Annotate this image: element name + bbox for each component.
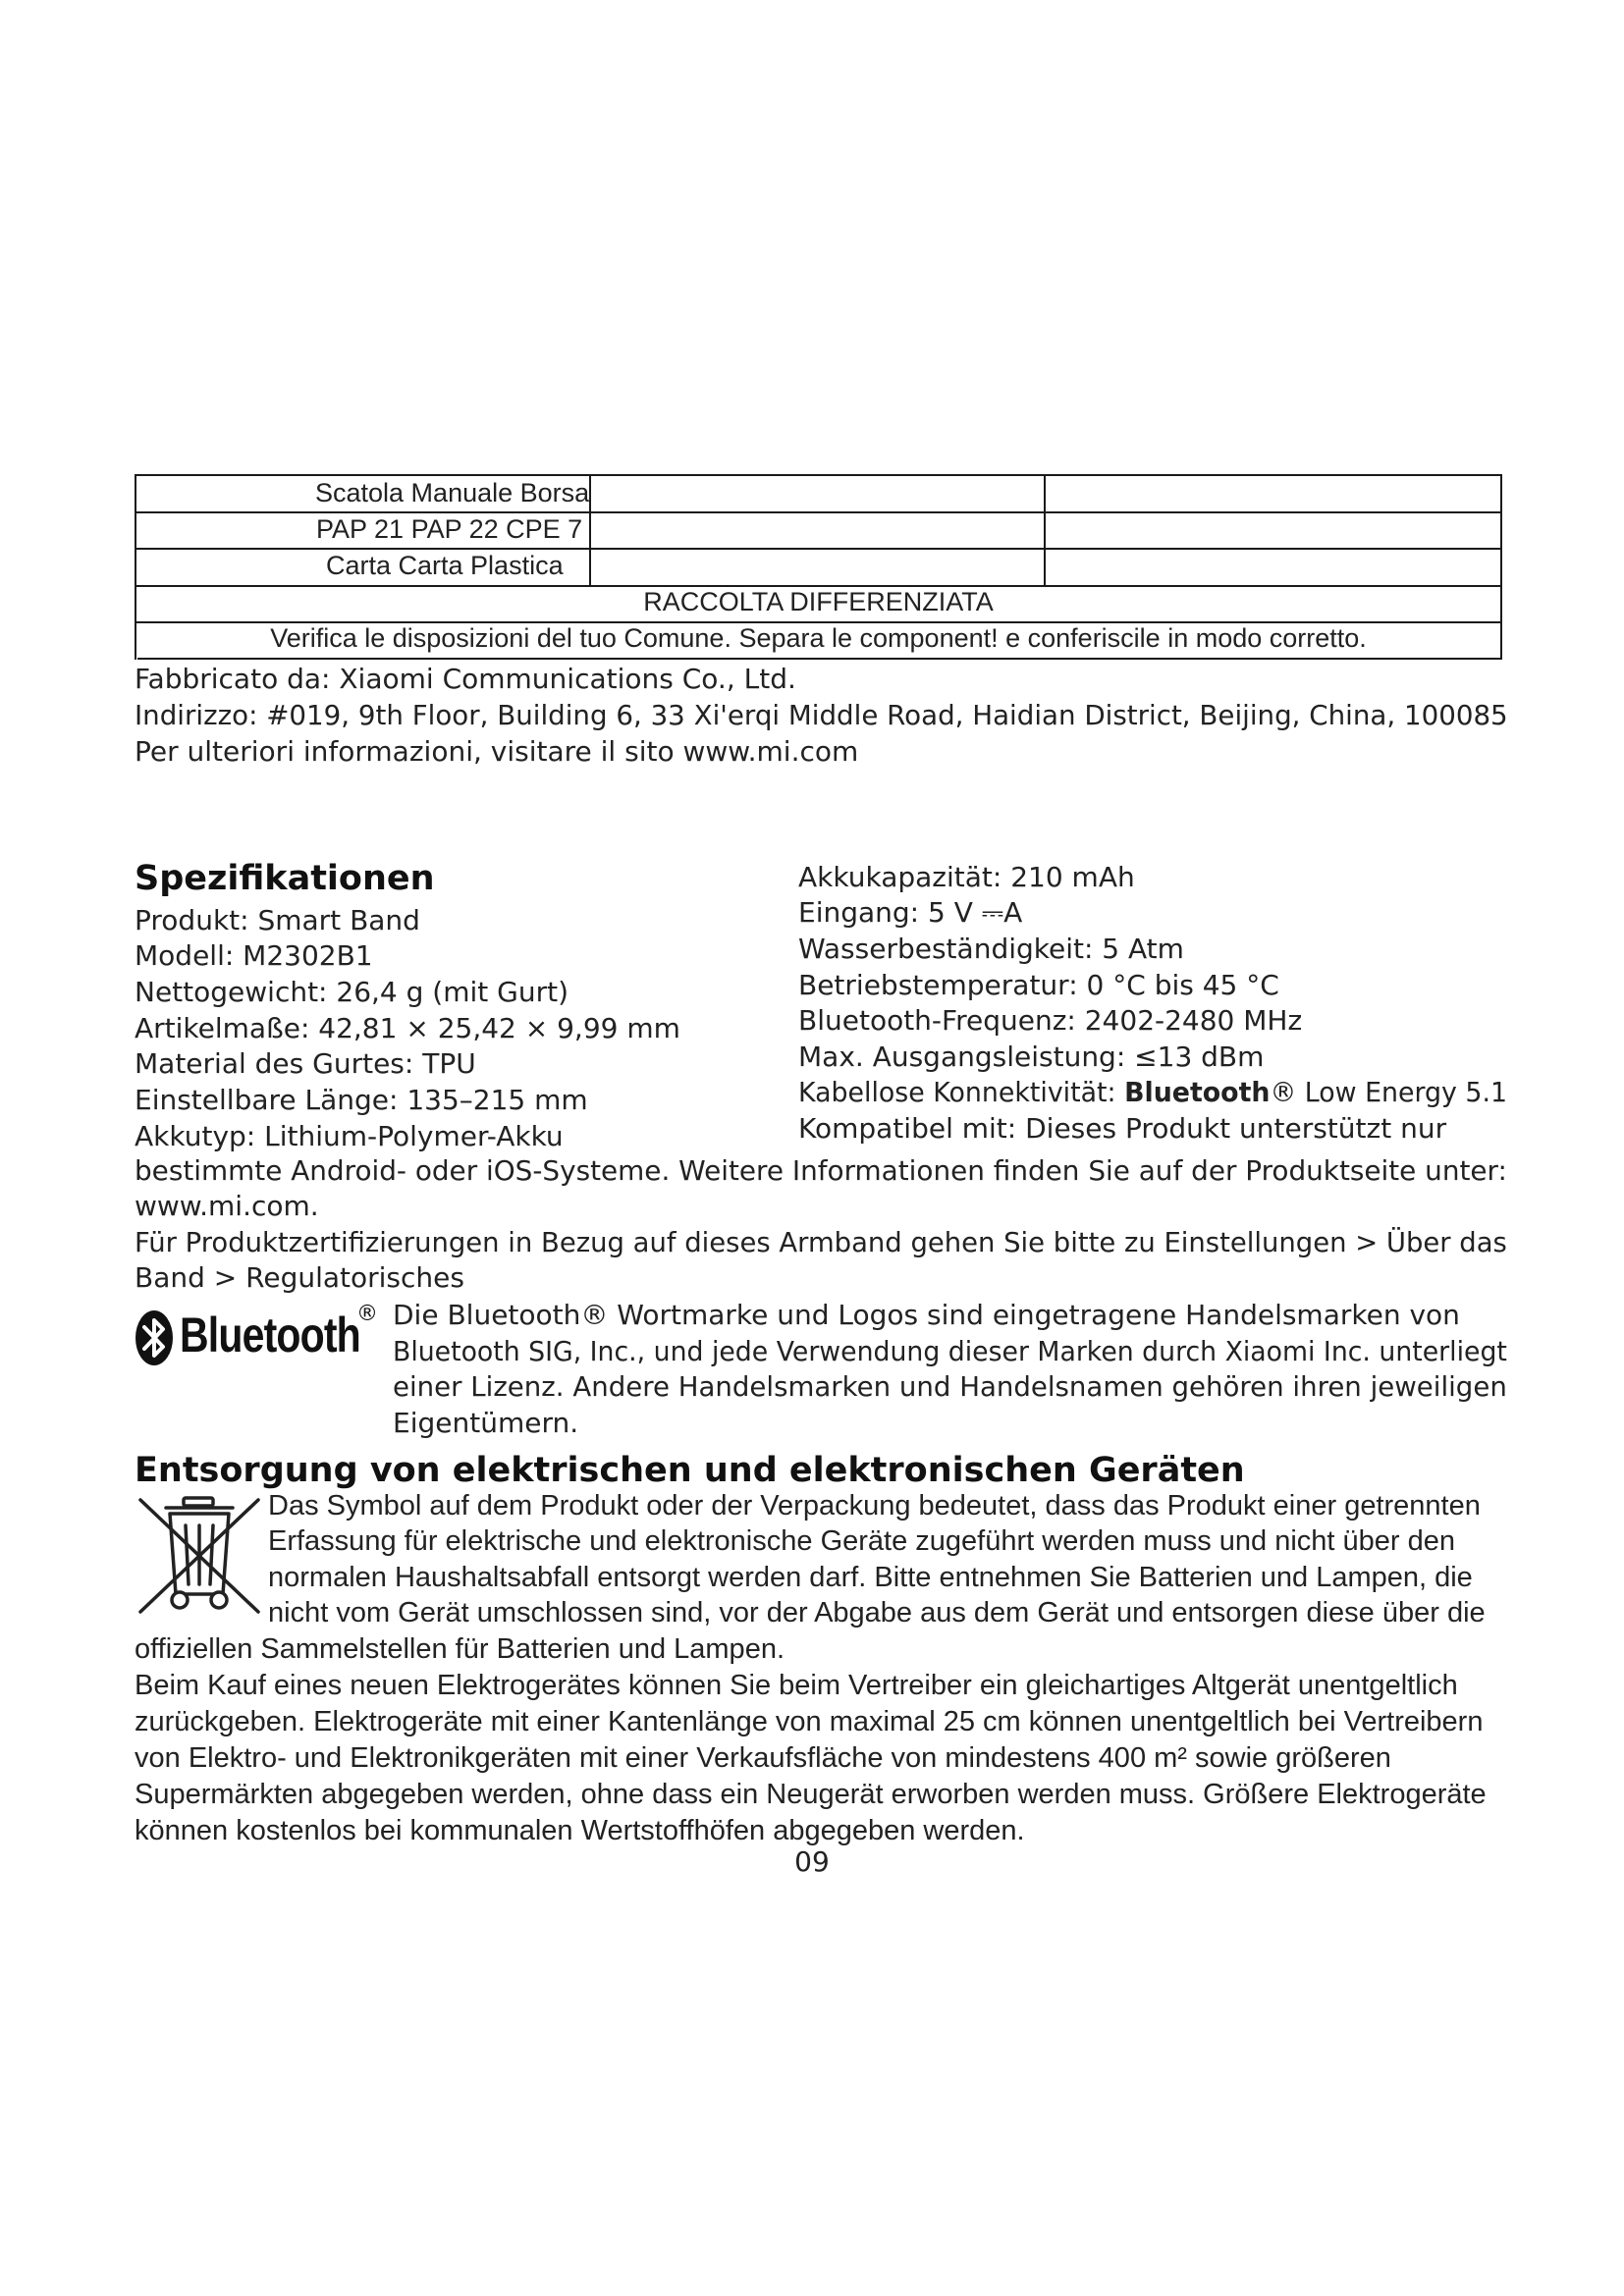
certification-path: Band > Regulatorisches: [135, 1261, 464, 1294]
spec-item: Produkt: Smart Band: [135, 904, 420, 936]
bluetooth-notice-line: einer Lizenz. Andere Handelsmarken und Handelsnamen gehören ihren jeweiligen: [393, 1370, 1507, 1403]
manufacturer-address: Indirizzo: #019, 9th Floor, Building 6, 33 Xi'erqi Middle Road, Haidian District, Beijing, China, 100085: [135, 699, 1508, 731]
wireless-label: Kabellose Konnektivität:: [798, 1076, 1125, 1108]
table-cell-row3: Carta Carta Plastica: [326, 551, 564, 580]
spec-item: Artikelmaße: 42,81 × 25,42 × 9,99 mm: [135, 1012, 680, 1044]
table-border: [1044, 474, 1046, 587]
bluetooth-notice-line: Die Bluetooth® Wortmarke und Logos sind eingetragene Handelsmarken von: [393, 1299, 1460, 1331]
disposal-line: können kostenlos bei kommunalen Wertstoffhöfen abgegeben werden.: [135, 1815, 1025, 1846]
disposal-line: Supermärkten abgegeben werden, ohne dass ein Neugerät erworben werden muss. Größere Elektrogeräte: [135, 1779, 1487, 1810]
compat-continued: bestimmte Android- oder iOS-Systeme. Weitere Informationen finden Sie auf der Produktseite unter:: [135, 1154, 1507, 1187]
spec-item-wireless: [798, 1075, 1507, 1110]
table-border: [589, 474, 591, 587]
spec-item: Modell: M2302B1: [135, 939, 373, 972]
spec-item: Akkukapazität: 210 mAh: [798, 861, 1135, 893]
disposal-line: von Elektro- und Elektronikgeräten mit einer Verkaufsfläche von mindestens 400 m² sowie größeren: [135, 1742, 1391, 1774]
disposal-heading: Entsorgung von elektrischen und elektronischen Geräten: [135, 1451, 1245, 1490]
manufacturer-line: Fabbricato da: Xiaomi Communications Co., Ltd.: [135, 663, 796, 695]
compat-website: www.mi.com.: [135, 1190, 319, 1222]
spec-item: Material des Gurtes: TPU: [135, 1047, 476, 1080]
table-cell-row4: RACCOLTA DIFFERENZIATA: [643, 587, 994, 616]
disposal-line: nicht vom Gerät umschlossen sind, vor der Abgabe aus dem Gerät und entsorgen diese über die: [268, 1597, 1486, 1629]
disposal-line: offiziellen Sammelstellen für Batterien und Lampen.: [135, 1633, 785, 1665]
bluetooth-logo-text: Bluetooth: [180, 1308, 360, 1362]
spec-item-compat: Kompatibel mit: Dieses Produkt unterstützt nur: [798, 1112, 1447, 1145]
bluetooth-logo-registered: ®: [356, 1302, 378, 1326]
table-cell-row1: Scatola Manuale Borsa: [315, 478, 590, 507]
specs-heading: Spezifikationen: [135, 859, 435, 898]
bluetooth-notice-line: Eigentümern.: [393, 1407, 579, 1439]
spec-item: Bluetooth-Frequenz: 2402-2480 MHz: [798, 1004, 1303, 1037]
manufacturer-website: Per ulteriori informazioni, visitare il sito www.mi.com: [135, 735, 859, 768]
page-number: 09: [794, 1845, 830, 1878]
spec-item: Max. Ausgangsleistung: ≤13 dBm: [798, 1041, 1265, 1073]
table-cell-row5: Verifica le disposizioni del tuo Comune. Separa le component! e conferiscile in modo corretto.: [270, 623, 1367, 653]
disposal-line: normalen Haushaltsabfall entsorgt werden darf. Bitte entnehmen Sie Batterien und Lampen, die: [268, 1562, 1473, 1593]
spec-item: Einstellbare Länge: 135–215 mm: [135, 1084, 588, 1116]
table-border: [137, 658, 1501, 660]
bluetooth-brand: Bluetooth: [1124, 1076, 1271, 1108]
spec-item: Akkutyp: Lithium-Polymer-Akku: [135, 1120, 564, 1152]
disposal-line: Erfassung für elektrische und elektronische Geräte zugeführt werden muss und nicht über den: [268, 1525, 1456, 1557]
bluetooth-icon: [135, 1309, 174, 1366]
weee-bin-icon: [135, 1492, 264, 1620]
spec-item: Wasserbeständigkeit: 5 Atm: [798, 933, 1184, 965]
disposal-line: Beim Kauf eines neuen Elektrogerätes können Sie beim Vertreiber ein gleichartiges Altgerät unentgeltlich: [135, 1670, 1458, 1701]
spec-item: Eingang: 5 V ⎓A: [798, 896, 1023, 929]
bluetooth-notice-line: Bluetooth SIG, Inc., und jede Verwendung dieser Marken durch Xiaomi Inc. unterliegt: [393, 1335, 1507, 1367]
spec-item: Betriebstemperatur: 0 °C bis 45 °C: [798, 969, 1279, 1001]
wireless-version: ® Low Energy 5.1: [1270, 1076, 1508, 1108]
certification-note: Für Produktzertifizierungen in Bezug auf dieses Armband gehen Sie bitte zu Einstellungen > Über das: [135, 1226, 1507, 1258]
spec-item: Nettogewicht: 26,4 g (mit Gurt): [135, 976, 569, 1008]
disposal-line: zurückgeben. Elektrogeräte mit einer Kantenlänge von maximal 25 cm können unentgeltlich bei Vertreibern: [135, 1706, 1484, 1737]
recycling-table: [135, 474, 1502, 661]
table-cell-row2: PAP 21 PAP 22 CPE 7: [316, 514, 583, 544]
disposal-line: Das Symbol auf dem Produkt oder der Verpackung bedeutet, dass das Produkt einer getrennten: [268, 1490, 1481, 1522]
bluetooth-logo: [135, 1302, 378, 1370]
